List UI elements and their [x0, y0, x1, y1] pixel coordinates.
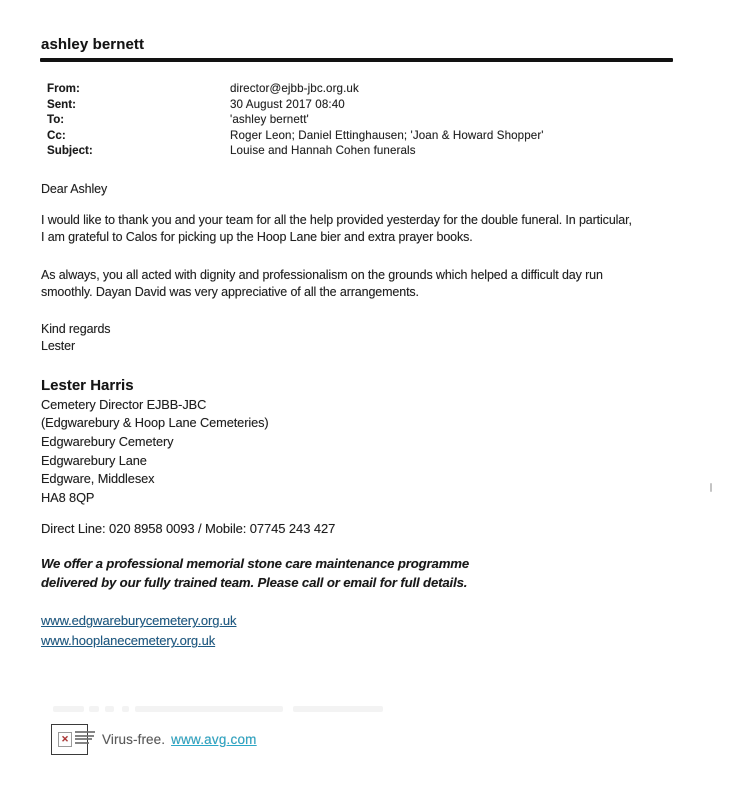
paragraph-2-line-1: As always, you all acted with dignity and professionalism on the grounds which helped a difficult day run: [41, 267, 603, 282]
tagline-line-2: delivered by our fully trained team. Please call or email for full details.: [41, 574, 468, 590]
closing-line-2: Lester: [41, 339, 76, 354]
paragraph-1-line-1: I would like to thank you and your team for all the help provided yesterday for the double funeral. In particular,: [41, 212, 632, 227]
cc-label: Cc:: [47, 128, 66, 142]
from-label: From:: [47, 82, 80, 95]
website-links: [41, 611, 695, 651]
cc-value: Roger Leon; Daniel Ettinghausen; 'Joan & Howard Shopper': [230, 128, 544, 142]
paragraph-2-line-2: smoothly. Dayan David was very appreciative of all the arrangements.: [41, 285, 419, 300]
header-divider: [40, 58, 673, 62]
closing-line-1: Kind regards: [41, 321, 111, 336]
signature-title: Cemetery Director EJBB-JBC: [41, 396, 207, 412]
to-value: 'ashley bernett': [230, 113, 309, 127]
paragraph-1: [41, 212, 695, 247]
signature-address-1: Edgwarebury Cemetery: [41, 434, 174, 450]
signature-block: [41, 396, 695, 508]
broken-image-icon: [51, 724, 88, 755]
virus-free-label: Virus-free.: [102, 732, 166, 747]
sent-label: Sent:: [47, 97, 76, 111]
email-header-fields: [41, 83, 695, 157]
greeting: [41, 181, 695, 199]
subject-label: Subject:: [47, 144, 93, 158]
closing: [41, 321, 695, 356]
contact-phone-line: Direct Line: 020 8958 0093 / Mobile: 07745 243 427: [41, 521, 336, 537]
tagline-line-1: We offer a professional memorial stone care maintenance programme: [41, 556, 470, 572]
alt-text-lines: [75, 731, 95, 745]
paragraph-1-line-2: I am grateful to Calos for picking up the Hoop Lane bier and extra prayer books.: [41, 230, 473, 245]
edgwarebury-cemetery-link[interactable]: www.edgwareburycemetery.org.uk: [41, 613, 237, 629]
antivirus-footer: [51, 724, 257, 755]
recipient-name-header: ashley bernett: [41, 36, 145, 53]
avg-link[interactable]: www.avg.com: [171, 732, 257, 747]
hoop-lane-cemetery-link[interactable]: www.hooplanecemetery.org.uk: [41, 633, 216, 649]
signature-address-3: Edgware, Middlesex: [41, 471, 155, 487]
signature-postcode: HA8 8QP: [41, 489, 95, 505]
signature-name: Lester Harris: [41, 376, 134, 394]
paragraph-2: [41, 267, 695, 302]
sent-value: 30 August 2017 08:40: [230, 97, 345, 111]
red-x-icon: ✕: [58, 732, 72, 747]
marketing-tagline: [41, 555, 695, 592]
from-value: director@ejbb-jbc.org.uk: [230, 82, 359, 95]
subject-value: Louise and Hannah Cohen funerals: [230, 144, 416, 158]
signature-org: (Edgwarebury & Hoop Lane Cemeteries): [41, 415, 269, 431]
scan-edge-mark: [710, 483, 712, 492]
greeting-text: Dear Ashley: [41, 182, 108, 197]
to-label: To:: [47, 113, 65, 127]
signature-address-2: Edgwarebury Lane: [41, 452, 147, 468]
